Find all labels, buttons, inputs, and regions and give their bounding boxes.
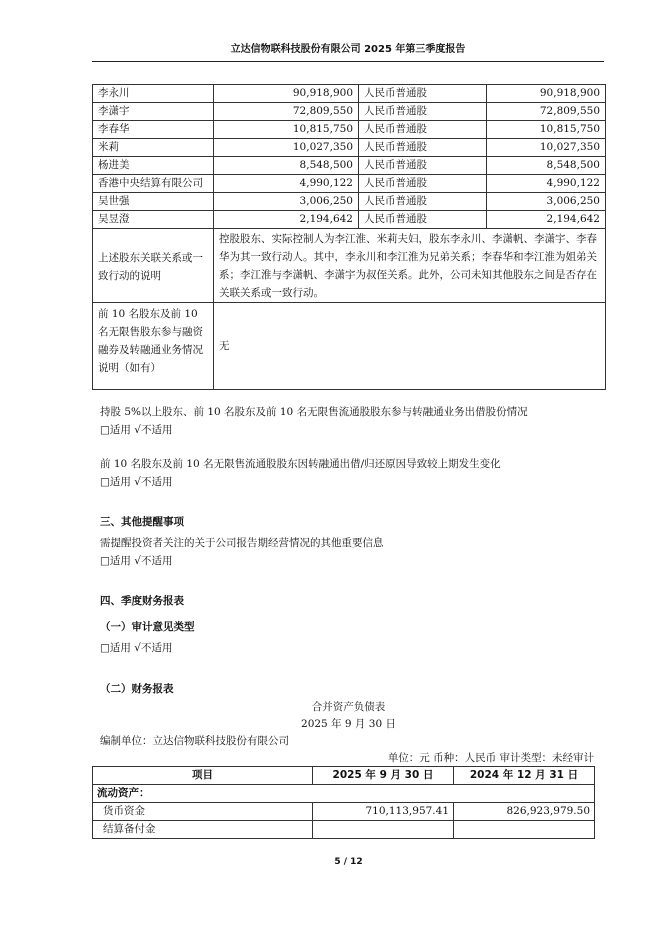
balance-sheet-title: 合并资产负债表 (311, 701, 386, 713)
table-row (93, 85, 606, 103)
table-header-row (93, 767, 595, 785)
table-row (93, 821, 595, 839)
holder-shares: 3,006,250 (214, 193, 359, 211)
holder-name: 香港中央结算有限公司 (93, 175, 214, 193)
financing-text: 无 (214, 303, 606, 390)
share-type: 人民币普通股 (359, 193, 487, 211)
financing-label: 前 10 名股东及前 10 名无限售股东参与融资融券及转融通业务情况说明（如有） (93, 303, 214, 390)
share-type: 人民币普通股 (359, 157, 487, 175)
table-row (93, 211, 606, 229)
table-row (93, 103, 606, 121)
share-count: 2,194,642 (487, 211, 606, 229)
holder-name: 吴昱澄 (93, 211, 214, 229)
page-header (92, 40, 604, 62)
col-header-prior: 2024 年 12 月 31 日 (454, 767, 595, 785)
holder-shares: 10,815,750 (214, 121, 359, 139)
section3-option: □适用 √不适用 (100, 555, 173, 567)
holder-name: 李潇宇 (93, 103, 214, 121)
financial-statements-heading: （二）财务报表 (100, 683, 174, 695)
line-item: 货币资金 (93, 803, 313, 821)
share-type: 人民币普通股 (359, 139, 487, 157)
section4-heading: 四、季度财务报表 (100, 595, 184, 607)
current-value: 710,113,957.41 (313, 803, 454, 821)
unit-info: 单位：元 币种：人民币 审计类型：未经审计 (387, 752, 594, 764)
audit-opinion-heading: （一）审计意见类型 (100, 621, 195, 633)
holder-shares: 4,990,122 (214, 175, 359, 193)
prior-value: 826,923,979.50 (454, 803, 595, 821)
report-title: 立达信物联科技股份有限公司 2025 年第三季度报告 (230, 44, 466, 55)
table-row (93, 157, 606, 175)
relation-label: 上述股东关联关系或一致行动的说明 (93, 229, 214, 303)
section3-text: 需提醒投资者关注的关于公司报告期经营情况的其他重要信息 (100, 537, 384, 549)
table-row (93, 175, 606, 193)
category-label: 流动资产： (93, 785, 595, 803)
table-row (93, 121, 606, 139)
holder-shares: 10,027,350 (214, 139, 359, 157)
share-count: 3,006,250 (487, 193, 606, 211)
holder-name: 米莉 (93, 139, 214, 157)
shareholder-table (92, 84, 606, 390)
table-row (93, 193, 606, 211)
share-count: 4,990,122 (487, 175, 606, 193)
preparer: 编制单位：立达信物联科技股份有限公司 (100, 735, 289, 747)
share-type: 人民币普通股 (359, 103, 487, 121)
change-title: 前 10 名股东及前 10 名无限售流通股股东因转融通出借/归还原因导致较上期发生变化 (100, 458, 501, 470)
share-type: 人民币普通股 (359, 175, 487, 193)
relation-text: 控股股东、实际控制人为李江淮、米莉夫妇，股东李永川、李潇帆、李潇宇、李春华为其一致行动人。其中，李永川和李江淮为兄弟关系；李春华和李江淮为姐弟关系；李江淮与李潇帆、李潇宇为叔侄关系。此外，公司未知其他股东之间是否存在关联关系或一致行动。 (214, 229, 606, 303)
table-row (93, 139, 606, 157)
holder-shares: 90,918,900 (214, 85, 359, 103)
holder-name: 李永川 (93, 85, 214, 103)
share-count: 90,918,900 (487, 85, 606, 103)
balance-sheet-date: 2025 年 9 月 30 日 (301, 718, 396, 730)
relation-row (93, 229, 606, 303)
page-number: 5 / 12 (334, 857, 363, 867)
col-header-item: 项目 (93, 767, 313, 785)
change-option: □适用 √不适用 (100, 476, 173, 488)
holder-name: 李春华 (93, 121, 214, 139)
table-row (93, 803, 595, 821)
share-type: 人民币普通股 (359, 85, 487, 103)
table-row (93, 785, 595, 803)
share-count: 72,809,550 (487, 103, 606, 121)
prior-value (454, 821, 595, 839)
holder-shares: 8,548,500 (214, 157, 359, 175)
share-type: 人民币普通股 (359, 121, 487, 139)
balance-sheet-table (92, 766, 595, 839)
share-type: 人民币普通股 (359, 211, 487, 229)
holder-shares: 2,194,642 (214, 211, 359, 229)
share-count: 10,027,350 (487, 139, 606, 157)
lending-title: 持股 5%以上股东、前 10 名股东及前 10 名无限售流通股股东参与转融通业务出借股份情况 (100, 406, 528, 418)
share-count: 10,815,750 (487, 121, 606, 139)
audit-opinion-option: □适用 √不适用 (100, 642, 173, 654)
holder-name: 杨进美 (93, 157, 214, 175)
share-count: 8,548,500 (487, 157, 606, 175)
holder-name: 吴世强 (93, 193, 214, 211)
col-header-current: 2025 年 9 月 30 日 (313, 767, 454, 785)
financing-row (93, 303, 606, 390)
holder-shares: 72,809,550 (214, 103, 359, 121)
lending-option: □适用 √不适用 (100, 424, 173, 436)
current-value (313, 821, 454, 839)
line-item: 结算备付金 (93, 821, 313, 839)
section3-heading: 三、其他提醒事项 (100, 516, 184, 528)
